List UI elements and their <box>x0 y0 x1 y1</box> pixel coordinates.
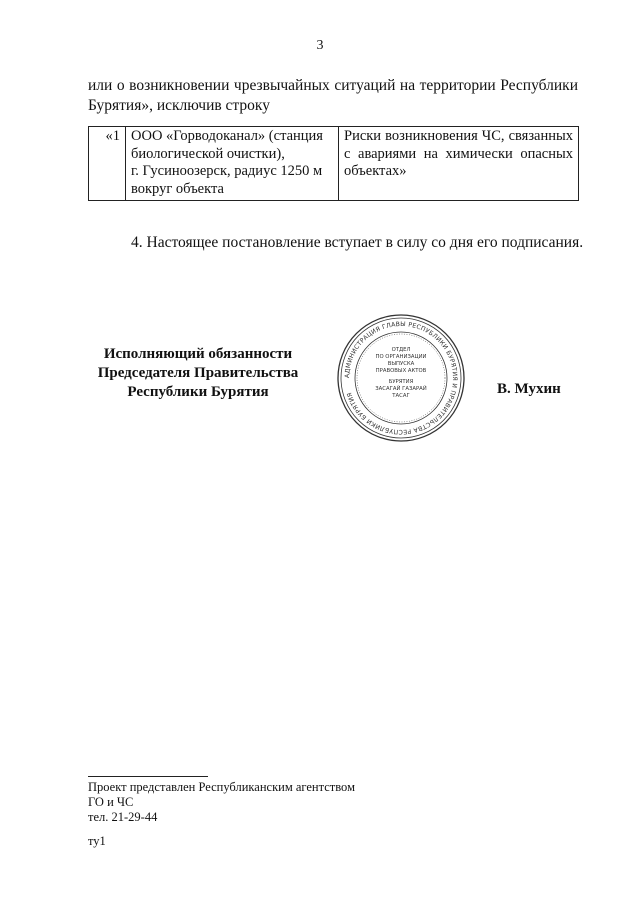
official-seal-icon <box>336 313 466 443</box>
footnote-line: Проект представлен Республиканским агентством <box>88 780 355 794</box>
page-number: 3 <box>316 38 324 53</box>
seal-center-line: ПО ОРГАНИЗАЦИИ <box>375 354 427 360</box>
seal-ring-text: АДМИНИСТРАЦИЯ ГЛАВЫ РЕСПУБЛИКИ БУРЯТИЯ И ПРАВИТЕЛЬСТВА РЕСПУБЛИКИ БУРЯТИЯ <box>343 320 459 436</box>
footnote-line: тел. 21-29-44 <box>88 810 158 824</box>
row-number-cell: «1 <box>89 127 126 201</box>
signatory-line: Исполняющий обязанности <box>103 346 293 362</box>
signatory-line: Председателя Правительства <box>97 365 299 381</box>
signatory-position <box>76 345 320 402</box>
intro-paragraph <box>88 76 578 116</box>
object-line: вокруг объекта <box>131 180 224 197</box>
intro-line-1: или о возникновении чрезвычайных ситуаций на территории Республики <box>88 77 578 94</box>
table-row <box>89 127 579 201</box>
seal-center-line: ОТДЕЛ <box>391 347 411 353</box>
signatory-name: В. Мухин <box>497 381 561 397</box>
seal-center-line: ПРАВОВЫХ АКТОВ <box>375 368 427 374</box>
seal-center-line: БУРЯТИЯ <box>388 379 414 385</box>
object-line: биологической очистки), <box>131 145 285 162</box>
seal-center-line: ВЫПУСКА <box>387 361 415 367</box>
footnote <box>88 780 355 825</box>
svg-text:АДМИНИСТРАЦИЯ ГЛАВЫ РЕСПУБЛИКИ <box>344 321 458 435</box>
risk-cell: Риски возникновения ЧС, связанных с авариями на химически опасных объектах» <box>339 127 579 201</box>
seal-center-line: ЗАСАГАЙ ГАЗАРАЙ <box>375 386 427 392</box>
footnote-line: ГО и ЧС <box>88 795 134 809</box>
seal-center-line: ТАСАГ <box>392 393 410 399</box>
clause-4: 4. Настоящее постановление вступает в силу со дня его подписания. <box>131 234 584 251</box>
object-cell <box>126 127 339 201</box>
object-line: г. Гусиноозерск, радиус 1250 м <box>131 163 323 179</box>
signatory-line: Республики Бурятия <box>127 384 269 400</box>
typist-mark: ту1 <box>88 834 106 848</box>
excluded-row-table <box>88 126 579 201</box>
intro-line-2: Бурятия», исключив строку <box>88 97 270 114</box>
object-line: ООО «Горводоканал» (станция <box>131 128 323 144</box>
footnote-divider <box>88 776 208 777</box>
